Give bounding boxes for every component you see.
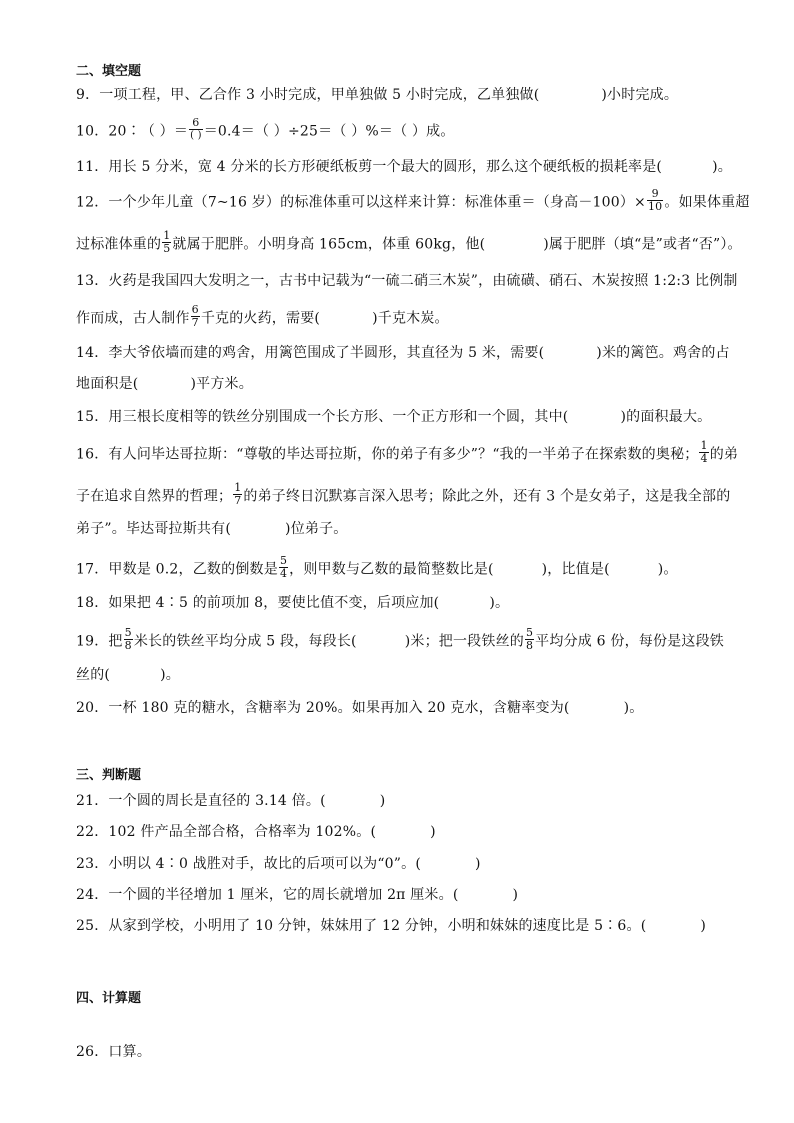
question-26 (76, 1042, 726, 1062)
q23-text-a: 23．小明以 4∶0 战胜对手，故比的后项可以为“0”。( (76, 856, 422, 872)
q14-text-1b: )米的篱笆。鸡舍的占 (596, 345, 730, 361)
q25-text-a: 25．从家到学校，小明用了 10 分钟，妹妹用了 12 分钟，小明和妹妹的速度比是 5∶6。( (76, 918, 647, 934)
q13-frac-num: 6 (191, 303, 199, 316)
question-20 (76, 698, 726, 718)
q19-fraction-1 (124, 627, 133, 652)
q14-text-1a: 14．李大爷依墙而建的鸡舍，用篱笆围成了半圆形，其直径为 5 米，需要( (76, 345, 545, 361)
question-12-line-1 (76, 187, 750, 215)
question-16-line-2 (76, 481, 731, 509)
question-25 (76, 916, 726, 936)
question-13-line-2 (76, 303, 726, 331)
q17-text-b: ，则甲数与乙数的最简整数比是( (289, 561, 494, 578)
q17-text-a: 17．甲数是 0.2，乙数的倒数是 (76, 561, 278, 578)
q13-text-1: 13．火药是我国四大发明之一，古书中记载为“一硫二硝三木炭”，由硫磺、硝石、木炭按照 1:2:3 比例制 (76, 273, 738, 289)
q19-frac2-num: 5 (525, 626, 534, 639)
q17-text-c: )，比值是( (541, 561, 610, 578)
q12-text-2a: 过标准体重的 (76, 236, 162, 253)
question-21 (76, 791, 726, 811)
q12-fraction-1 (647, 188, 663, 213)
q19-text-1b: 米长的铁丝平均分成 5 段，每段长( (133, 633, 357, 650)
q16-text-1a: 16．有人问毕达哥拉斯：“尊敬的毕达哥拉斯，你的弟子有多少”？“我的一半弟子在探索数的奥秘； (76, 446, 699, 463)
q13-frac-den: 7 (191, 316, 199, 329)
question-23 (76, 854, 726, 874)
q10-text-a: 10．20∶（ ）＝ (76, 123, 189, 140)
question-11 (76, 157, 732, 177)
q9-text-a: 9．一项工程，甲、乙合作 3 小时完成，甲单独做 5 小时完成，乙单独做( (76, 87, 540, 103)
question-19-line-1 (76, 626, 726, 654)
q16-text-3a: 弟子”。毕达哥拉斯共有( (76, 521, 232, 537)
q14-text-2b: )平方米。 (190, 376, 253, 392)
q19-text-1d: 平均分成 6 份，每份是这段铁 (535, 633, 724, 650)
q9-text-b: )小时完成。 (601, 87, 679, 103)
question-10 (76, 116, 726, 144)
q19-fraction-2 (525, 627, 534, 652)
q13-text-2c: )千克木炭。 (372, 310, 449, 327)
q20-text-b: )。 (623, 700, 644, 716)
question-17 (76, 554, 726, 582)
q21-text-a: 21．一个圆的周长是直径的 3.14 倍。( (76, 793, 326, 809)
q10-frac-den[interactable]: ( ) (190, 130, 202, 141)
q12-text-1a: 12．一个少年儿童（7~16 岁）的标准体重可以这样来计算：标准体重＝（身高－100）× (76, 194, 646, 211)
section-title-fill: 二、填空题 (76, 64, 142, 79)
q12-frac2-den: 5 (163, 242, 171, 255)
q11-text-b: )。 (712, 159, 732, 175)
q22-text-a: 22．102 件产品全部合格，合格率为 102%。( (76, 824, 377, 840)
q17-fraction (279, 555, 288, 580)
q16-frac1-num: 1 (700, 439, 708, 452)
section-title-judge: 三、判断题 (76, 768, 142, 783)
q26-text-a: 26．口算。 (76, 1044, 152, 1060)
q16-text-3b: )位弟子。 (285, 521, 348, 537)
q19-text-2b: )。 (160, 667, 180, 683)
q19-text-1c: )米；把一段铁丝的 (404, 633, 524, 650)
q16-fraction-2 (233, 482, 242, 507)
q19-text-1a: 19．把 (76, 633, 123, 650)
q15-text-a: 15．用三根长度相等的铁丝分别围成一个长方形、一个正方形和一个圆，其中( (76, 409, 569, 425)
q16-frac2-num: 1 (234, 481, 242, 494)
q17-frac-den: 4 (279, 567, 288, 580)
q16-fraction-1 (699, 440, 708, 465)
q22-text-b: ) (430, 824, 436, 840)
q19-text-2a: 丝的( (76, 667, 111, 683)
q13-text-2b: 千克的火药，需要( (200, 310, 321, 327)
q13-fraction (191, 304, 200, 329)
q23-text-b: ) (475, 856, 481, 872)
q10-frac-num: 6 (189, 117, 203, 130)
q16-text-2b: 的弟子终日沉默寡言深入思考；除此之外，还有 3 个是女弟子，这是我全部的 (243, 488, 731, 505)
q16-text-2a: 子在追求自然界的哲理； (76, 488, 233, 505)
q19-frac1-num: 5 (124, 626, 132, 639)
q25-text-b: ) (700, 918, 707, 934)
q12-text-1b: 。如果体重超 (664, 194, 750, 211)
q19-frac1-den: 8 (124, 639, 132, 652)
question-14-line-2 (76, 374, 726, 394)
q24-text-a: 24．一个圆的半径增加 1 厘米，它的周长就增加 2π 厘米。( (76, 887, 459, 903)
question-12-line-2 (76, 229, 742, 257)
q24-text-b: ) (512, 887, 519, 903)
q12-text-2c: )属于肥胖（填“是”或者“否”）。 (543, 236, 742, 253)
q17-text-d: )。 (657, 561, 678, 578)
question-14-line-1 (76, 343, 730, 363)
q12-frac1-num: 9 (647, 188, 663, 201)
q17-frac-num: 5 (279, 554, 288, 567)
question-13-line-1 (76, 271, 738, 291)
q12-fraction-2 (162, 230, 171, 255)
q16-frac2-den: 7 (234, 494, 242, 507)
question-16-line-3 (76, 519, 726, 539)
question-9 (76, 85, 726, 105)
question-18 (76, 593, 726, 613)
q10-text-b: ＝0.4＝（ ）÷25＝（ ）%＝（ ）成。 (203, 123, 455, 140)
q10-fraction (189, 117, 203, 142)
section-title-calc: 四、计算题 (76, 991, 142, 1006)
question-22 (76, 822, 726, 842)
question-19-line-2 (76, 665, 726, 685)
q12-frac2-num: 1 (163, 229, 171, 242)
q16-frac1-den: 4 (700, 452, 708, 465)
q19-frac2-den: 8 (525, 639, 534, 652)
q20-text-a: 20．一杯 180 克的糖水，含糖率为 20%。如果再加入 20 克水，含糖率变为( (76, 700, 570, 716)
q15-text-b: )的面积最大。 (620, 409, 712, 425)
q21-text-b: ) (379, 793, 386, 809)
q12-text-2b: 就属于肥胖。小明身高 165cm，体重 60kg，他( (172, 236, 486, 253)
q18-text-a: 18．如果把 4∶5 的前项加 8，要使比值不变，后项应加( (76, 595, 440, 611)
question-16-line-1 (76, 439, 739, 467)
question-24 (76, 885, 726, 905)
q13-text-2a: 作而成，古人制作 (76, 310, 190, 327)
q16-text-1b: 的弟 (709, 446, 739, 463)
q18-text-b: )。 (489, 595, 510, 611)
question-15 (76, 407, 726, 427)
q12-frac1-den: 10 (647, 200, 663, 213)
q11-text-a: 11．用长 5 分米，宽 4 分米的长方形硬纸板剪一个最大的圆形，那么这个硬纸板的损耗率是( (76, 159, 663, 175)
q14-text-2a: 地面积是( (76, 376, 139, 392)
